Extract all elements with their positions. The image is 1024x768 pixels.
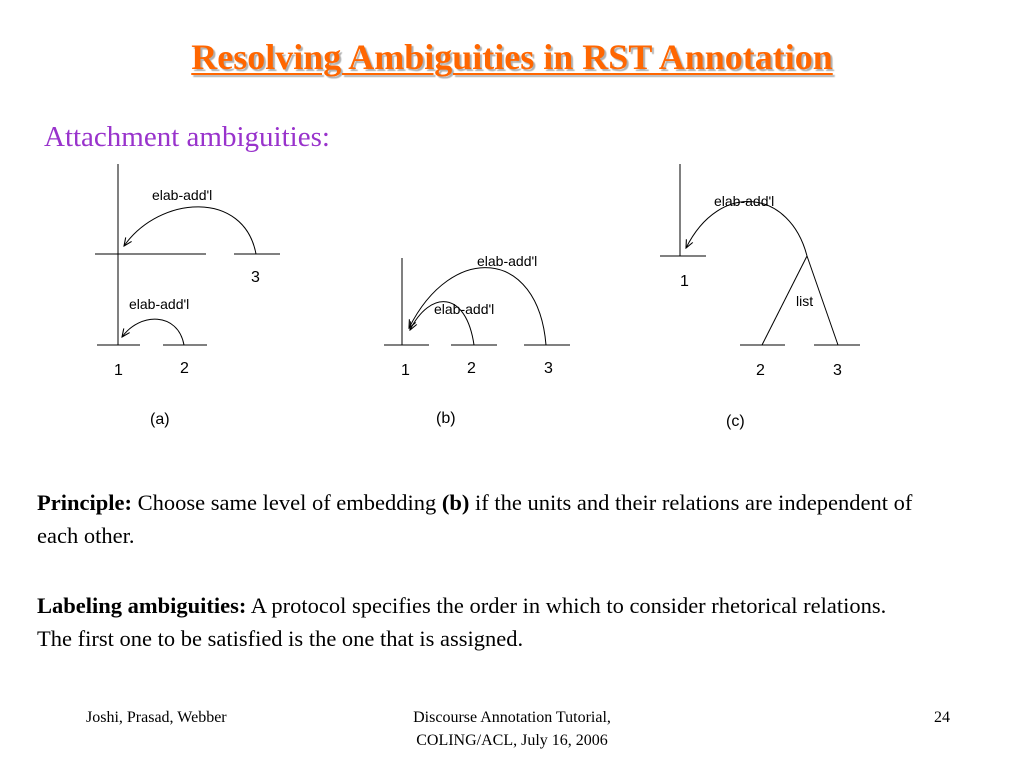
c-top-relation-label: elab-add'l — [714, 193, 775, 209]
principle-label: Principle: — [37, 490, 132, 515]
b-unit-2: 2 — [467, 360, 476, 377]
principle-text-before: Choose same level of embedding — [131, 490, 442, 515]
diagram-c — [660, 164, 860, 430]
b-unit-1: 1 — [401, 362, 410, 379]
a-caption: (a) — [150, 411, 170, 428]
a-unit-1: 1 — [114, 362, 123, 379]
b-inner-relation-label: elab-add'l — [434, 301, 495, 317]
c-unit-2: 2 — [756, 362, 765, 379]
a-inner-relation-arc — [122, 319, 184, 345]
principle-emphasis: (b) — [441, 490, 470, 515]
labeling-text: A protocol specifies the order in which to consider rhetorical relations. The first one to be satisfied is the one that is assigned. — [37, 593, 887, 651]
b-outer-relation-label: elab-add'l — [477, 253, 538, 269]
c-list-label: list — [796, 293, 814, 309]
c-unit-1: 1 — [680, 273, 689, 290]
b-unit-3: 3 — [544, 360, 553, 377]
a-top-relation-label: elab-add'l — [152, 187, 213, 203]
c-top-relation-arc — [686, 202, 807, 256]
principle-text-after: if the units and their relations are independent of each other. — [37, 490, 913, 548]
footer-authors: Joshi, Prasad, Webber — [86, 709, 227, 726]
footer-page-number: 24 — [934, 709, 950, 726]
c-unit-3: 3 — [833, 362, 842, 379]
footer-event-line-1: Discourse Annotation Tutorial, — [413, 709, 611, 726]
slide-title: Resolving Ambiguities in RST Annotation — [191, 37, 833, 77]
a-inner-relation-label: elab-add'l — [129, 296, 190, 312]
attachment-diagrams — [0, 150, 1024, 450]
a-unit-2: 2 — [180, 360, 189, 377]
a-unit-3: 3 — [251, 269, 260, 286]
footer-event-line-2: COLING/ACL, July 16, 2006 — [416, 732, 608, 749]
diagram-a — [95, 164, 280, 428]
c-caption: (c) — [726, 413, 745, 430]
labeling-paragraph — [37, 589, 917, 655]
diagram-b — [384, 253, 570, 427]
slide-subtitle: Attachment ambiguities: — [44, 121, 330, 153]
a-top-relation-arc — [124, 207, 256, 254]
labeling-label: Labeling ambiguities: — [37, 593, 247, 618]
b-caption: (b) — [436, 410, 456, 427]
principle-paragraph — [37, 486, 917, 552]
footer-event — [362, 706, 662, 752]
